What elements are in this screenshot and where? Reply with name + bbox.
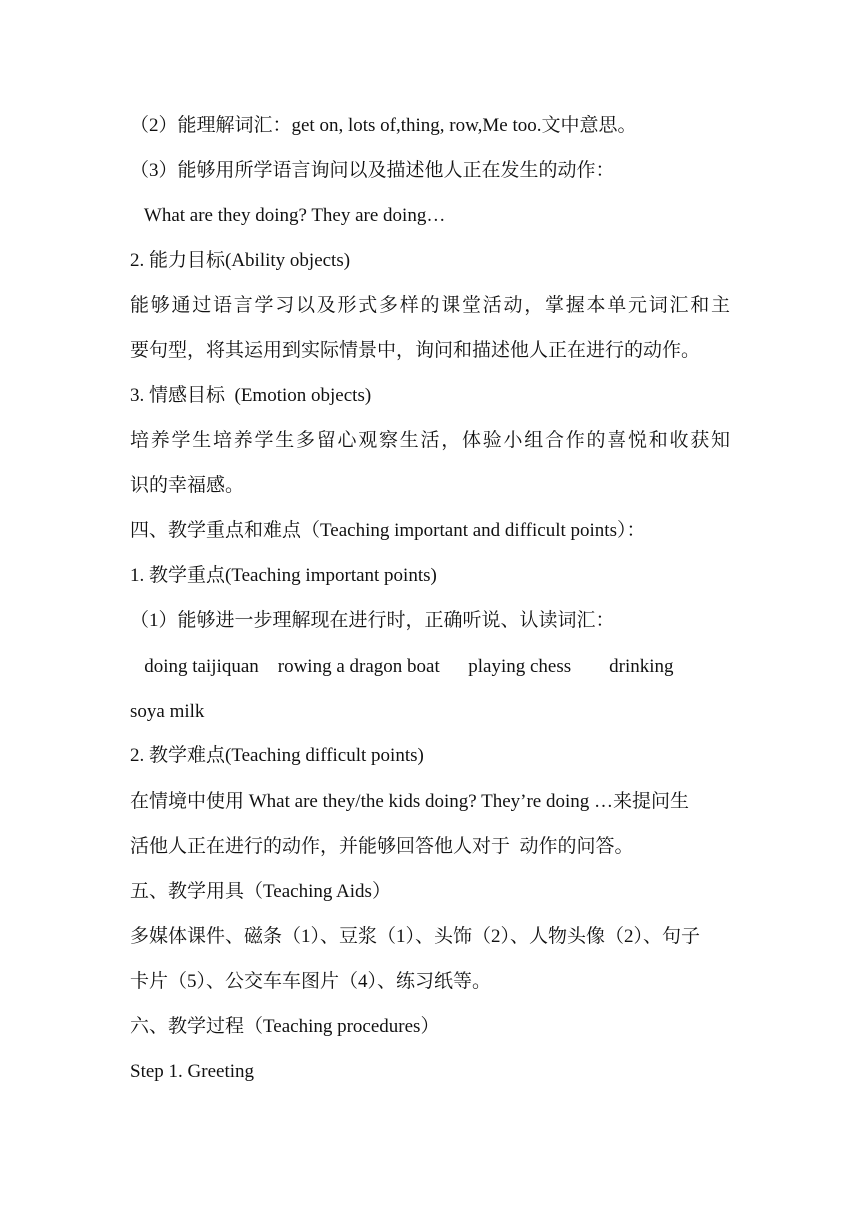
text-line: （3）能够用所学语言询问以及描述他人正在发生的动作： [130,160,615,181]
text-line: 卡片（5）、公交车车图片（4）、练习纸等。 [130,971,492,992]
text-line: 多媒体课件、磁条（1）、豆浆（1）、头饰（2）、人物头像（2）、句子 [130,926,701,947]
text-line: 在情境中使用 What are they/the kids doing? They’re doing …来提问生 [130,791,689,812]
text-line: 能够通过语言学习以及形式多样的课堂活动，掌握本单元词汇和主 [130,295,730,316]
section-heading: 3. 情感目标 (Emotion objects) [130,385,372,406]
section-heading: 2. 教学难点(Teaching difficult points) [130,745,424,766]
text-line: 要句型，将其运用到实际情景中，询问和描述他人正在进行的动作。 [130,340,701,361]
section-heading: 2. 能力目标(Ability objects) [130,250,351,271]
vocabulary-line: soya milk [130,701,205,722]
text-line: 识的幸福感。 [130,475,245,496]
vocabulary-line: doing taijiquan rowing a dragon boat playing chess drinking [130,656,674,677]
text-line: 活他人正在进行的动作，并能够回答他人对于 动作的问答。 [130,836,634,857]
text-line: 培养学生培养学生多留心观察生活，体验小组合作的喜悦和收获知 [130,430,730,451]
text-line: （1）能够进一步理解现在进行时，正确听说、认读词汇： [130,610,615,631]
section-heading: 1. 教学重点(Teaching important points) [130,565,437,586]
text-line: What are they doing? They are doing… [130,205,446,226]
text-line: （2）能理解词汇：get on, lots of,thing, row,Me too.文中意思。 [130,115,637,136]
section-heading: 五、教学用具（Teaching Aids） [130,881,391,902]
section-heading: 六、教学过程（Teaching procedures） [130,1016,440,1037]
section-heading: 四、教学重点和难点（Teaching important and difficult points）： [130,520,646,541]
step-heading: Step 1. Greeting [130,1061,255,1082]
